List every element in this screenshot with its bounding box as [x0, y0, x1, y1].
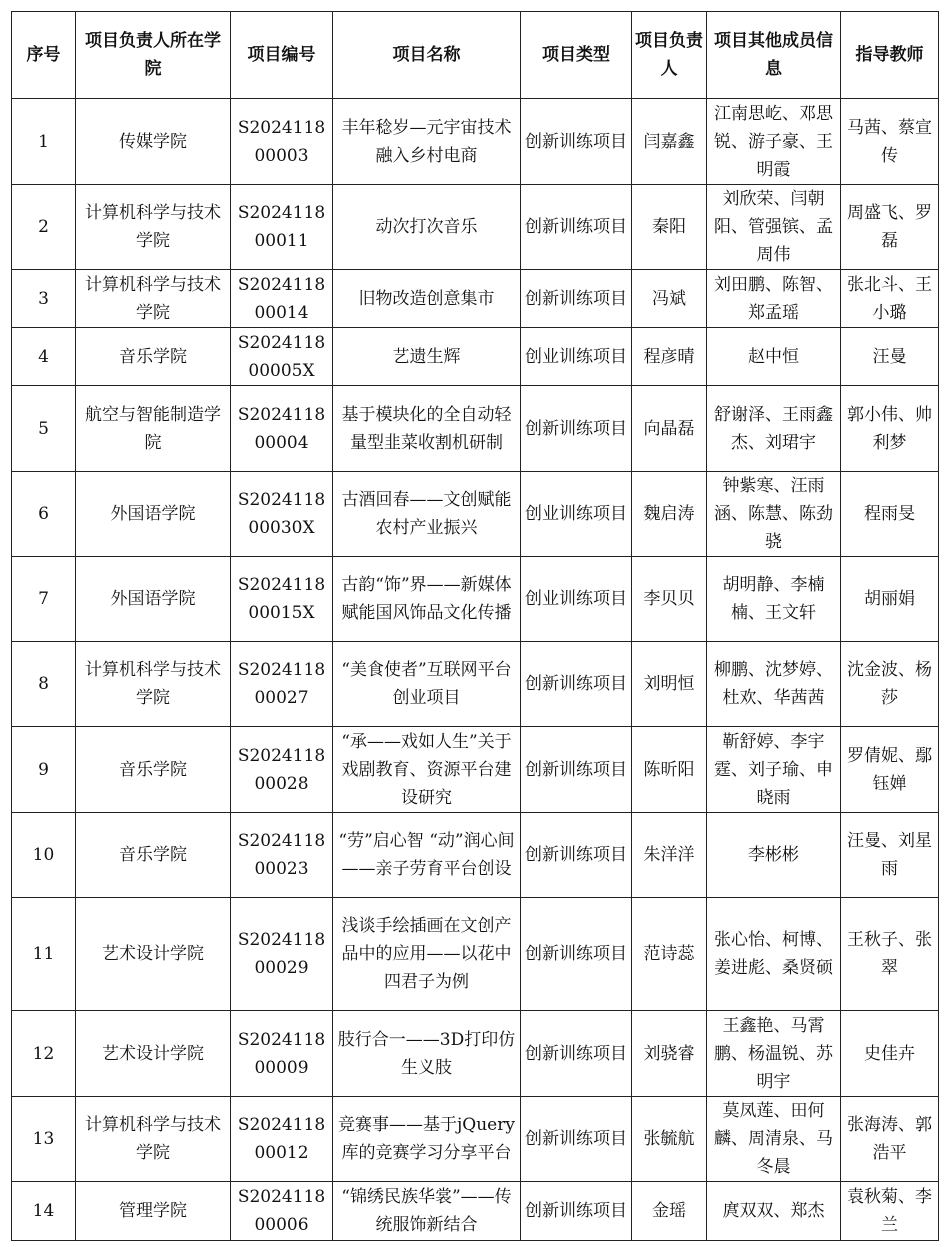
cell-project-type: 创新训练项目 [521, 1011, 632, 1097]
cell-project-id: S202411800015X [231, 557, 333, 642]
table-row [12, 472, 939, 557]
cell-college: 计算机科学与技术学院 [76, 270, 231, 328]
cell-advisor: 袁秋菊、李兰 [841, 1182, 939, 1241]
cell-project-type: 创新训练项目 [521, 642, 632, 727]
table-row [12, 270, 939, 328]
header-row [12, 12, 939, 99]
cell-index: 2 [12, 185, 76, 270]
cell-college: 传媒学院 [76, 99, 231, 185]
table-row [12, 1097, 939, 1182]
table-row [12, 1011, 939, 1097]
cell-index: 8 [12, 642, 76, 727]
cell-project-type: 创新训练项目 [521, 813, 632, 898]
cell-leader: 刘骁睿 [632, 1011, 707, 1097]
table-row [12, 557, 939, 642]
cell-advisor: 罗倩妮、鄢钰婵 [841, 727, 939, 813]
cell-members: 刘田鹏、陈智、郑孟瑶 [707, 270, 841, 328]
table-row [12, 185, 939, 270]
cell-leader: 朱洋洋 [632, 813, 707, 898]
cell-index: 9 [12, 727, 76, 813]
cell-index: 13 [12, 1097, 76, 1182]
cell-college: 音乐学院 [76, 813, 231, 898]
cell-advisor: 史佳卉 [841, 1011, 939, 1097]
cell-project-name: “锦绣民族华裳”——传统服饰新结合 [333, 1182, 521, 1241]
header-project-id: 项目编号 [231, 12, 333, 99]
cell-college: 计算机科学与技术学院 [76, 1097, 231, 1182]
cell-project-name: 肢行合一——3D打印仿生义肢 [333, 1011, 521, 1097]
cell-members: 钟紫寒、汪雨涵、陈慧、陈劲骁 [707, 472, 841, 557]
cell-advisor: 胡丽娟 [841, 557, 939, 642]
cell-members: 江南思屹、邓思锐、游子豪、王明霞 [707, 99, 841, 185]
cell-members: 靳舒婷、李宇霆、刘子瑜、申晓雨 [707, 727, 841, 813]
cell-leader: 冯斌 [632, 270, 707, 328]
cell-college: 艺术设计学院 [76, 898, 231, 1011]
cell-index: 1 [12, 99, 76, 185]
cell-index: 6 [12, 472, 76, 557]
cell-index: 10 [12, 813, 76, 898]
cell-index: 14 [12, 1182, 76, 1241]
cell-project-name: 竞赛事——基于jQuery库的竞赛学习分享平台 [333, 1097, 521, 1182]
cell-project-type: 创业训练项目 [521, 472, 632, 557]
cell-leader: 范诗蕊 [632, 898, 707, 1011]
cell-advisor: 王秋子、张翠 [841, 898, 939, 1011]
header-college: 项目负责人所在学院 [76, 12, 231, 99]
cell-index: 7 [12, 557, 76, 642]
cell-members: 胡明静、李楠楠、王文轩 [707, 557, 841, 642]
cell-leader: 秦阳 [632, 185, 707, 270]
table-row [12, 386, 939, 472]
header-index: 序号 [12, 12, 76, 99]
header-members: 项目其他成员信息 [707, 12, 841, 99]
cell-project-type: 创新训练项目 [521, 270, 632, 328]
cell-index: 5 [12, 386, 76, 472]
cell-project-name: 动次打次音乐 [333, 185, 521, 270]
header-advisor: 指导教师 [841, 12, 939, 99]
cell-advisor: 张北斗、王小璐 [841, 270, 939, 328]
cell-college: 航空与智能制造学院 [76, 386, 231, 472]
cell-members: 王鑫艳、马霄鹏、杨温锐、苏明宇 [707, 1011, 841, 1097]
cell-leader: 程彦晴 [632, 328, 707, 386]
cell-members: 张心怡、柯博、姜进彪、桑贤硕 [707, 898, 841, 1011]
cell-project-id: S202411800030X [231, 472, 333, 557]
cell-leader: 陈昕阳 [632, 727, 707, 813]
cell-project-id: S202411800009 [231, 1011, 333, 1097]
cell-index: 3 [12, 270, 76, 328]
cell-leader: 刘明恒 [632, 642, 707, 727]
cell-project-name: 旧物改造创意集市 [333, 270, 521, 328]
cell-project-name: 丰年稔岁—元宇宙技术融入乡村电商 [333, 99, 521, 185]
cell-advisor: 马茜、蔡宣传 [841, 99, 939, 185]
cell-members: 柳鹏、沈梦婷、杜欢、华茜茜 [707, 642, 841, 727]
cell-college: 外国语学院 [76, 472, 231, 557]
cell-project-name: “劳”启心智 “动”润心间——亲子劳育平台创设 [333, 813, 521, 898]
cell-project-type: 创新训练项目 [521, 1097, 632, 1182]
cell-project-id: S202411800011 [231, 185, 333, 270]
cell-project-id: S202411800006 [231, 1182, 333, 1241]
cell-project-name: 基于模块化的全自动轻量型韭菜收割机研制 [333, 386, 521, 472]
cell-advisor: 程雨旻 [841, 472, 939, 557]
cell-members: 李彬彬 [707, 813, 841, 898]
table-row [12, 813, 939, 898]
cell-project-type: 创新训练项目 [521, 1182, 632, 1241]
table-row [12, 1182, 939, 1241]
cell-members: 赵中恒 [707, 328, 841, 386]
cell-index: 4 [12, 328, 76, 386]
table-row [12, 727, 939, 813]
cell-project-id: S202411800003 [231, 99, 333, 185]
cell-members: 舒谢泽、王雨鑫杰、刘珺宇 [707, 386, 841, 472]
cell-index: 11 [12, 898, 76, 1011]
table-row [12, 898, 939, 1011]
cell-advisor: 张海涛、郭浩平 [841, 1097, 939, 1182]
cell-leader: 张毓航 [632, 1097, 707, 1182]
cell-leader: 向晶磊 [632, 386, 707, 472]
cell-project-id: S202411800023 [231, 813, 333, 898]
cell-project-id: S202411800004 [231, 386, 333, 472]
cell-members: 莫凤莲、田何麟、周清泉、马冬晨 [707, 1097, 841, 1182]
cell-advisor: 沈金波、杨莎 [841, 642, 939, 727]
cell-project-type: 创新训练项目 [521, 185, 632, 270]
cell-college: 艺术设计学院 [76, 1011, 231, 1097]
cell-leader: 金瑶 [632, 1182, 707, 1241]
cell-college: 管理学院 [76, 1182, 231, 1241]
cell-project-id: S202411800012 [231, 1097, 333, 1182]
cell-index: 12 [12, 1011, 76, 1097]
cell-leader: 魏启涛 [632, 472, 707, 557]
cell-project-name: “美食使者”互联网平台创业项目 [333, 642, 521, 727]
cell-project-id: S202411800027 [231, 642, 333, 727]
cell-project-type: 创新训练项目 [521, 99, 632, 185]
cell-advisor: 汪曼、刘星雨 [841, 813, 939, 898]
cell-project-type: 创业训练项目 [521, 328, 632, 386]
cell-college: 外国语学院 [76, 557, 231, 642]
cell-advisor: 周盛飞、罗磊 [841, 185, 939, 270]
cell-project-type: 创新训练项目 [521, 727, 632, 813]
cell-leader: 李贝贝 [632, 557, 707, 642]
cell-project-id: S202411800029 [231, 898, 333, 1011]
cell-project-name: 艺遗生辉 [333, 328, 521, 386]
cell-project-type: 创新训练项目 [521, 898, 632, 1011]
cell-project-name: 古酒回春——文创赋能农村产业振兴 [333, 472, 521, 557]
cell-project-name: “承——戏如人生”关于戏剧教育、资源平台建设研究 [333, 727, 521, 813]
header-leader: 项目负责人 [632, 12, 707, 99]
header-project-type: 项目类型 [521, 12, 632, 99]
cell-project-id: S202411800005X [231, 328, 333, 386]
cell-college: 音乐学院 [76, 328, 231, 386]
header-project-name: 项目名称 [333, 12, 521, 99]
cell-members: 庹双双、郑杰 [707, 1182, 841, 1241]
project-table [11, 11, 939, 1241]
cell-advisor: 汪曼 [841, 328, 939, 386]
cell-project-name: 浅谈手绘插画在文创产品中的应用——以花中四君子为例 [333, 898, 521, 1011]
cell-college: 计算机科学与技术学院 [76, 185, 231, 270]
table-row [12, 328, 939, 386]
cell-project-type: 创新训练项目 [521, 386, 632, 472]
cell-leader: 闫嘉鑫 [632, 99, 707, 185]
table-row [12, 99, 939, 185]
cell-project-name: 古韵“饰”界——新媒体赋能国风饰品文化传播 [333, 557, 521, 642]
cell-college: 音乐学院 [76, 727, 231, 813]
cell-project-id: S202411800028 [231, 727, 333, 813]
table-row [12, 642, 939, 727]
cell-project-type: 创业训练项目 [521, 557, 632, 642]
cell-members: 刘欣荣、闫朝阳、管强镔、孟周伟 [707, 185, 841, 270]
cell-project-id: S202411800014 [231, 270, 333, 328]
cell-college: 计算机科学与技术学院 [76, 642, 231, 727]
cell-advisor: 郭小伟、帅利梦 [841, 386, 939, 472]
